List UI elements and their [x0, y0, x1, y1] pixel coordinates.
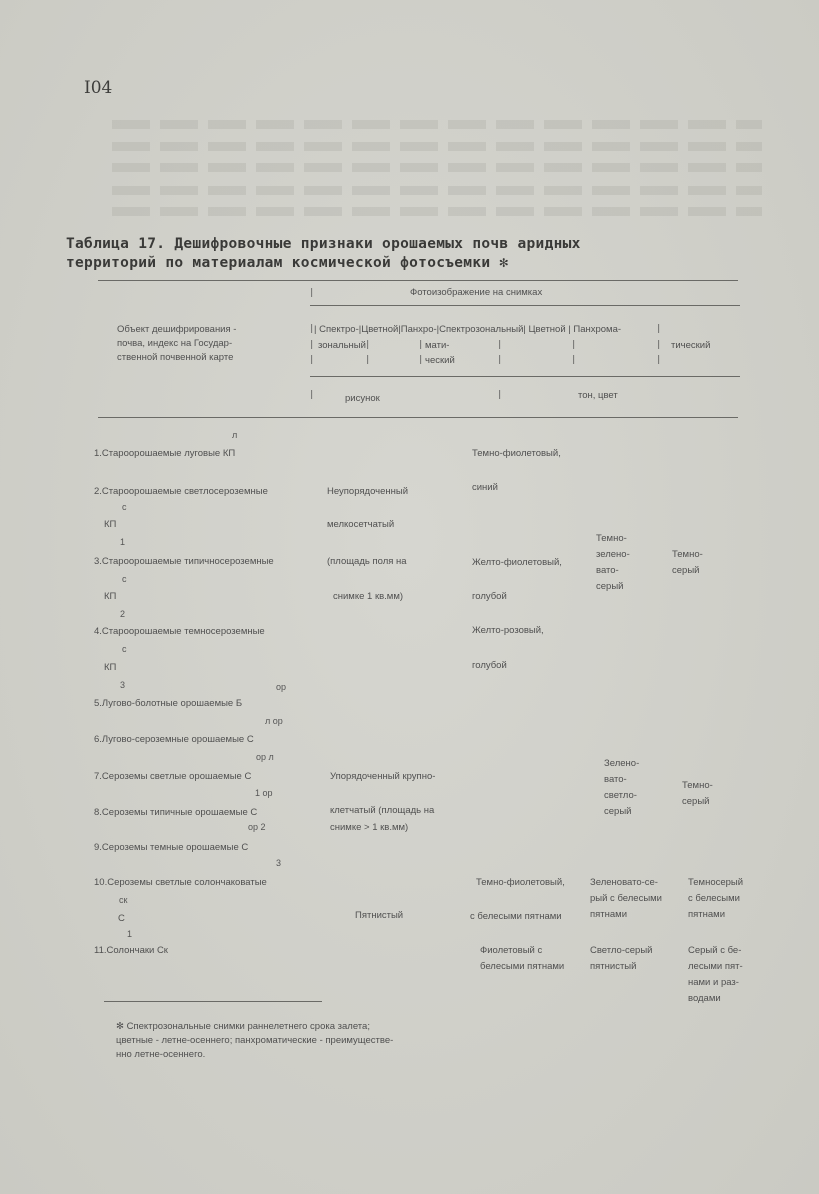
header-panchro-2: тический — [671, 340, 711, 351]
footnote-line-1: ✻ Спектрозональные снимки раннелетнего срока залета; — [116, 1021, 370, 1032]
col-divider: | — [497, 390, 503, 400]
row-11-object: 11.Солончаки Ск — [94, 945, 168, 956]
spectro-1-line2: синий — [472, 482, 498, 493]
pattern-3: Пятнистый — [355, 910, 404, 921]
color-2-line1: Зелено- — [604, 758, 640, 769]
pattern-2-line3: снимке > 1 кв.мм) — [330, 822, 409, 833]
row-6-object: 6.Лугово-сероземные орошаемые С — [94, 734, 254, 745]
col-divider: | — [309, 355, 315, 365]
bleed-through — [112, 163, 762, 172]
panchro-2-line1: Темно- — [682, 780, 713, 791]
pattern-1-line2: мелкосетчатый — [327, 519, 395, 530]
title-line-2: территорий по материалам космической фотосъемки ✻ — [66, 255, 509, 271]
subscript: с — [122, 502, 127, 512]
col-divider: | — [571, 355, 577, 365]
header-zonal: зональный — [318, 340, 366, 351]
pattern-1-line4: снимке 1 кв.мм) — [333, 591, 404, 602]
spectro-1-line1: Темно-фиолетовый, — [472, 448, 561, 459]
pattern-1-line3: (площадь поля на — [327, 556, 407, 567]
row-10-code: С — [118, 913, 125, 924]
title-line-1: Таблица 17. Дешифровочные признаки орошаемых почв аридных — [66, 236, 581, 252]
col-divider: | — [309, 324, 315, 334]
panchro-4-line1: Серый с бе- — [688, 945, 742, 956]
header-tone: тон, цвет — [578, 390, 618, 401]
color-1-line2: зелено- — [596, 549, 630, 560]
rule — [310, 376, 740, 377]
spectro-3-line2: голубой — [472, 660, 507, 671]
color-1-line3: вато- — [596, 565, 619, 576]
col-divider: | — [656, 324, 662, 334]
row-1-object: 1.Староорошаемые луговые КП — [94, 448, 236, 459]
bleed-through — [112, 142, 762, 151]
color-2-line3: светло- — [604, 790, 637, 801]
row-2-code: КП — [104, 519, 117, 530]
row-4-code: КП — [104, 662, 117, 673]
subscript: 1 ор — [255, 788, 273, 798]
panchro-3-line3: пятнами — [688, 909, 726, 920]
subscript: 3 — [120, 680, 126, 690]
header-object-3: ственной почвенной карте — [117, 352, 234, 363]
header-chesky: ческий — [425, 355, 455, 366]
subscript: ор л — [256, 752, 274, 762]
header-photo-image: Фотоизображение на снимках — [410, 287, 543, 298]
spectro-4-line2: с белесыми пятнами — [470, 911, 562, 922]
panchro-3-line1: Темносерый — [688, 877, 744, 888]
header-pattern: рисунок — [345, 393, 380, 404]
panchro-1-line2: серый — [672, 565, 700, 576]
subscript: л — [232, 430, 238, 440]
spectro-2-line2: голубой — [472, 591, 507, 602]
color-2-line2: вато- — [604, 774, 627, 785]
subscript: 3 — [276, 858, 282, 868]
footnote-line-2: цветные - летне-осеннего; панхроматические - преимуществе- — [116, 1035, 394, 1046]
footnote-line-3: нно летне-осеннего. — [116, 1049, 206, 1060]
spectro-5-line1: Фиолетовый с — [480, 945, 543, 956]
row-3-object: 3.Староорошаемые типичносероземные — [94, 556, 274, 567]
rule — [98, 280, 738, 281]
color-3-line3: пятнами — [590, 909, 628, 920]
panchro-4-line2: лесыми пят- — [688, 961, 743, 972]
header-cols-line: | Спектро-|Цветной|Панхро-|Спектрозональный| Цветной | Панхрома- — [314, 324, 622, 335]
color-4-line2: пятнистый — [590, 961, 637, 972]
row-5-object: 5.Лугово-болотные орошаемые Б — [94, 698, 243, 709]
rule — [98, 417, 738, 418]
row-9-object: 9.Сероземы темные орошаемые С — [94, 842, 249, 853]
color-2-line4: серый — [604, 806, 632, 817]
row-3-code: КП — [104, 591, 117, 602]
color-1-line1: Темно- — [596, 533, 627, 544]
spectro-3-line1: Желто-розовый, — [472, 625, 544, 636]
subscript: ск — [119, 895, 128, 905]
subscript: с — [122, 574, 127, 584]
color-3-line2: рый с белесыми — [590, 893, 662, 904]
spectro-2-line1: Желто-фиолетовый, — [472, 557, 562, 568]
panchro-3-line2: с белесыми — [688, 893, 740, 904]
row-4-object: 4.Староорошаемые темносероземные — [94, 626, 265, 637]
spectro-4-line1: Темно-фиолетовый, — [476, 877, 565, 888]
color-1-line4: серый — [596, 581, 624, 592]
subscript: 1 — [120, 537, 126, 547]
col-divider: | — [656, 340, 662, 350]
panchro-2-line2: серый — [682, 796, 710, 807]
panchro-4-line3: нами и раз- — [688, 977, 739, 988]
row-2-object: 2.Староорошаемые светлосероземные — [94, 486, 268, 497]
panchro-1-line1: Темно- — [672, 549, 703, 560]
rule — [310, 305, 740, 306]
subscript: ор 2 — [248, 822, 266, 832]
page-number: I04 — [84, 78, 113, 98]
pattern-2-line1: Упорядоченный крупно- — [330, 771, 436, 782]
col-divider: | — [309, 288, 315, 298]
subscript: ор — [276, 682, 287, 692]
header-object-1: Объект дешифрирования - — [117, 324, 237, 335]
col-divider: | — [309, 390, 315, 400]
row-7-object: 7.Сероземы светлые орошаемые С — [94, 771, 252, 782]
bleed-through — [112, 186, 762, 195]
subscript: с — [122, 644, 127, 654]
color-4-line1: Светло-серый — [590, 945, 653, 956]
col-divider: | — [571, 340, 577, 350]
header-mati: мати- — [425, 340, 450, 351]
subscript: 1 — [127, 929, 133, 939]
col-divider: | — [497, 355, 503, 365]
color-3-line1: Зеленовато-се- — [590, 877, 658, 888]
footnote-rule — [104, 1001, 322, 1002]
col-divider: | — [365, 355, 371, 365]
pattern-1-line1: Неупорядоченный — [327, 486, 409, 497]
bleed-through — [112, 120, 762, 129]
row-8-object: 8.Сероземы типичные орошаемые С — [94, 807, 258, 818]
col-divider: | — [418, 340, 424, 350]
col-divider: | — [418, 355, 424, 365]
pattern-2-line2: клетчатый (площадь на — [330, 805, 435, 816]
col-divider: | — [656, 355, 662, 365]
footnote — [116, 1020, 476, 1062]
bleed-through — [112, 207, 762, 216]
subscript: 2 — [120, 609, 126, 619]
header-object-2: почва, индекс на Государ- — [117, 338, 233, 349]
spectro-5-line2: белесыми пятнами — [480, 961, 565, 972]
row-10-object: 10.Сероземы светлые солончаковатые — [94, 877, 267, 888]
subscript: л ор — [265, 716, 283, 726]
col-divider: | — [309, 340, 315, 350]
col-divider: | — [497, 340, 503, 350]
table-title — [66, 235, 786, 273]
col-divider: | — [365, 340, 371, 350]
panchro-4-line4: водами — [688, 993, 721, 1004]
